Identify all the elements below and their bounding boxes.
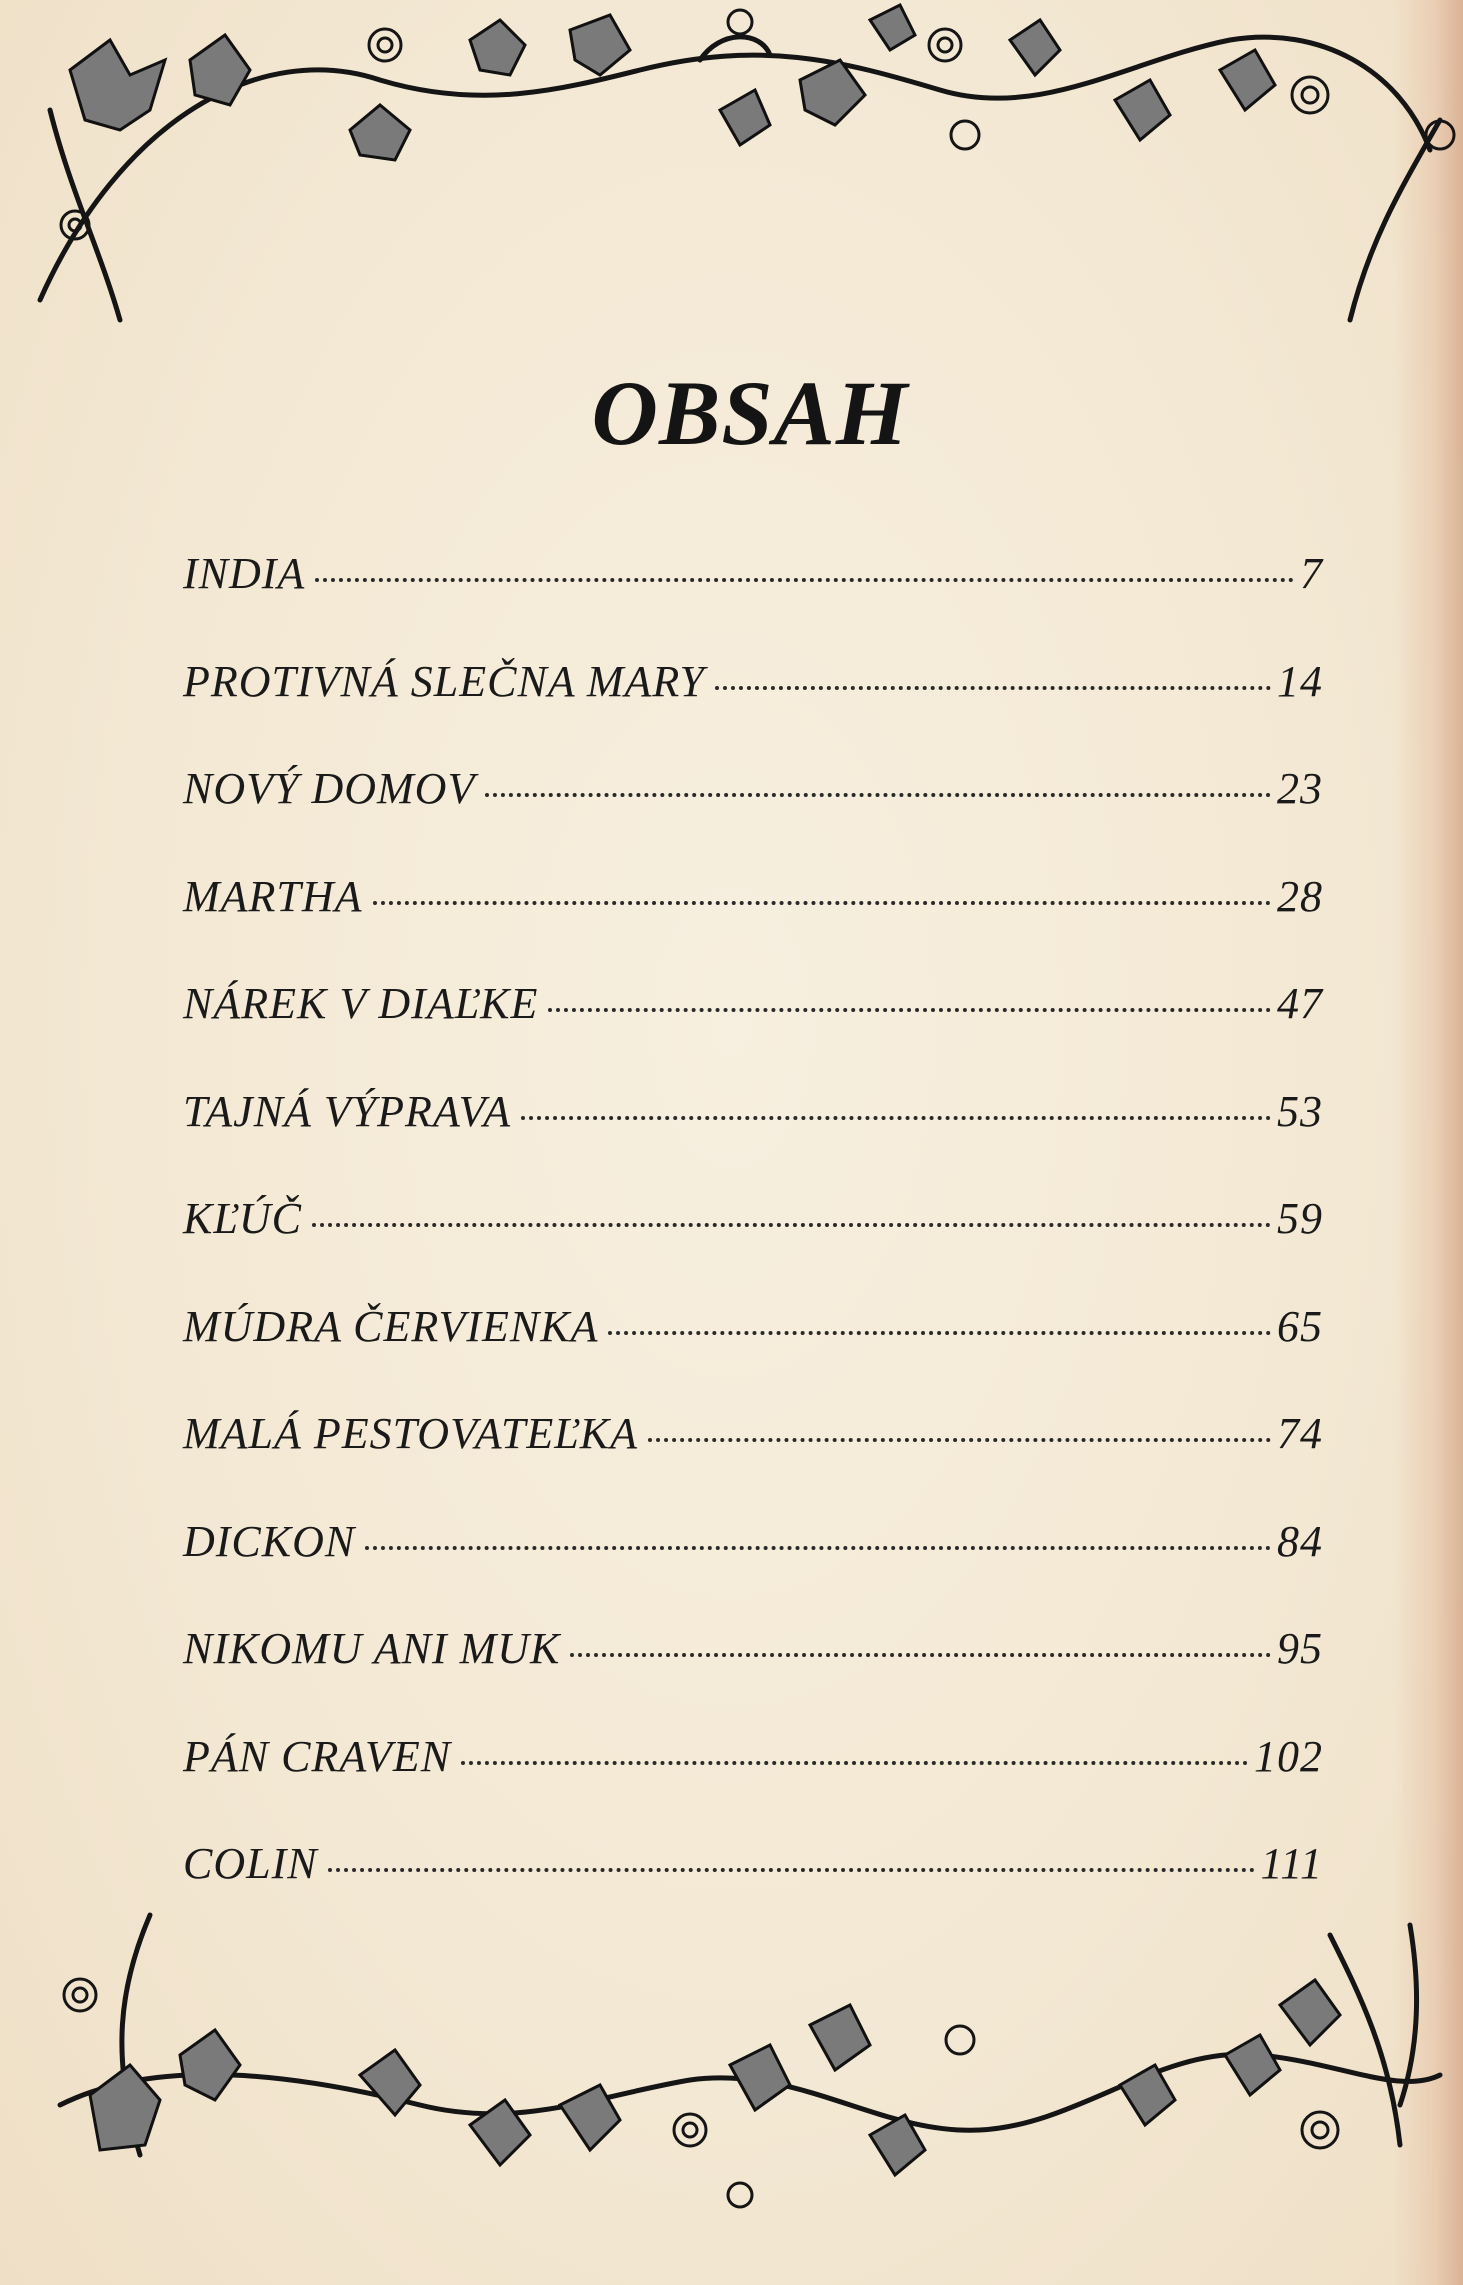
- page-number: 14: [1277, 656, 1323, 706]
- toc-entry: [183, 1193, 1323, 1301]
- chapter-title: INDIA: [183, 549, 306, 598]
- toc-entry: [183, 1731, 1323, 1839]
- dot-leader: [608, 1331, 1271, 1335]
- dot-leader: [715, 686, 1271, 690]
- page-number: 74: [1277, 1409, 1323, 1458]
- page-number: 95: [1277, 1624, 1323, 1673]
- dot-leader: [570, 1653, 1271, 1657]
- page-number: 84: [1277, 1516, 1323, 1566]
- dot-leader: [365, 1546, 1271, 1550]
- chapter-title: TAJNÁ VÝPRAVA: [183, 1086, 512, 1136]
- dot-leader: [315, 578, 1294, 582]
- toc-entry: [183, 1516, 1323, 1624]
- toc-entry: [183, 1086, 1323, 1194]
- chapter-title: NÁREK V DIAĽKE: [183, 979, 539, 1028]
- chapter-title: MALÁ PESTOVATEĽKA: [183, 1409, 638, 1458]
- dot-leader: [485, 793, 1271, 797]
- page-number: 47: [1277, 979, 1323, 1028]
- chapter-title: MARTHA: [183, 871, 363, 921]
- toc-entry: [183, 1408, 1323, 1516]
- page-number: 7: [1300, 549, 1323, 598]
- page-number: 23: [1277, 764, 1323, 813]
- toc-entry: [183, 1301, 1323, 1409]
- dot-leader: [328, 1868, 1255, 1872]
- chapter-title: DICKON: [183, 1516, 356, 1566]
- page-title: OBSAH: [591, 362, 909, 464]
- chapter-title: NOVÝ DOMOV: [183, 764, 476, 813]
- chapter-title: NIKOMU ANI MUK: [183, 1624, 561, 1673]
- toc-entry: [183, 763, 1323, 871]
- chapter-title: KĽÚČ: [183, 1194, 302, 1243]
- ivy-border-top: [0, 0, 1463, 330]
- dot-leader: [312, 1223, 1271, 1227]
- page-number: 111: [1260, 1839, 1323, 1888]
- toc-entry: [183, 871, 1323, 979]
- dot-leader: [548, 1008, 1271, 1012]
- dot-leader: [461, 1761, 1248, 1765]
- page-number: 59: [1277, 1194, 1323, 1243]
- toc-entry: [183, 656, 1323, 764]
- page-number: 28: [1277, 871, 1323, 921]
- page-number: 65: [1277, 1301, 1323, 1351]
- page-number: 102: [1254, 1731, 1323, 1781]
- toc-entry: [183, 548, 1323, 656]
- page-number: 53: [1277, 1086, 1323, 1136]
- dot-leader: [648, 1438, 1271, 1442]
- chapter-title: PROTIVNÁ SLEČNA MARY: [183, 656, 705, 706]
- chapter-title: MÚDRA ČERVIENKA: [183, 1301, 599, 1351]
- dot-leader: [373, 901, 1271, 905]
- dot-leader: [521, 1116, 1271, 1120]
- ivy-border-bottom: [0, 1905, 1463, 2235]
- toc-entry: [183, 1623, 1323, 1731]
- toc-entry: [183, 978, 1323, 1086]
- chapter-title: COLIN: [183, 1839, 318, 1888]
- table-of-contents: [183, 548, 1323, 1946]
- chapter-title: PÁN CRAVEN: [183, 1731, 452, 1781]
